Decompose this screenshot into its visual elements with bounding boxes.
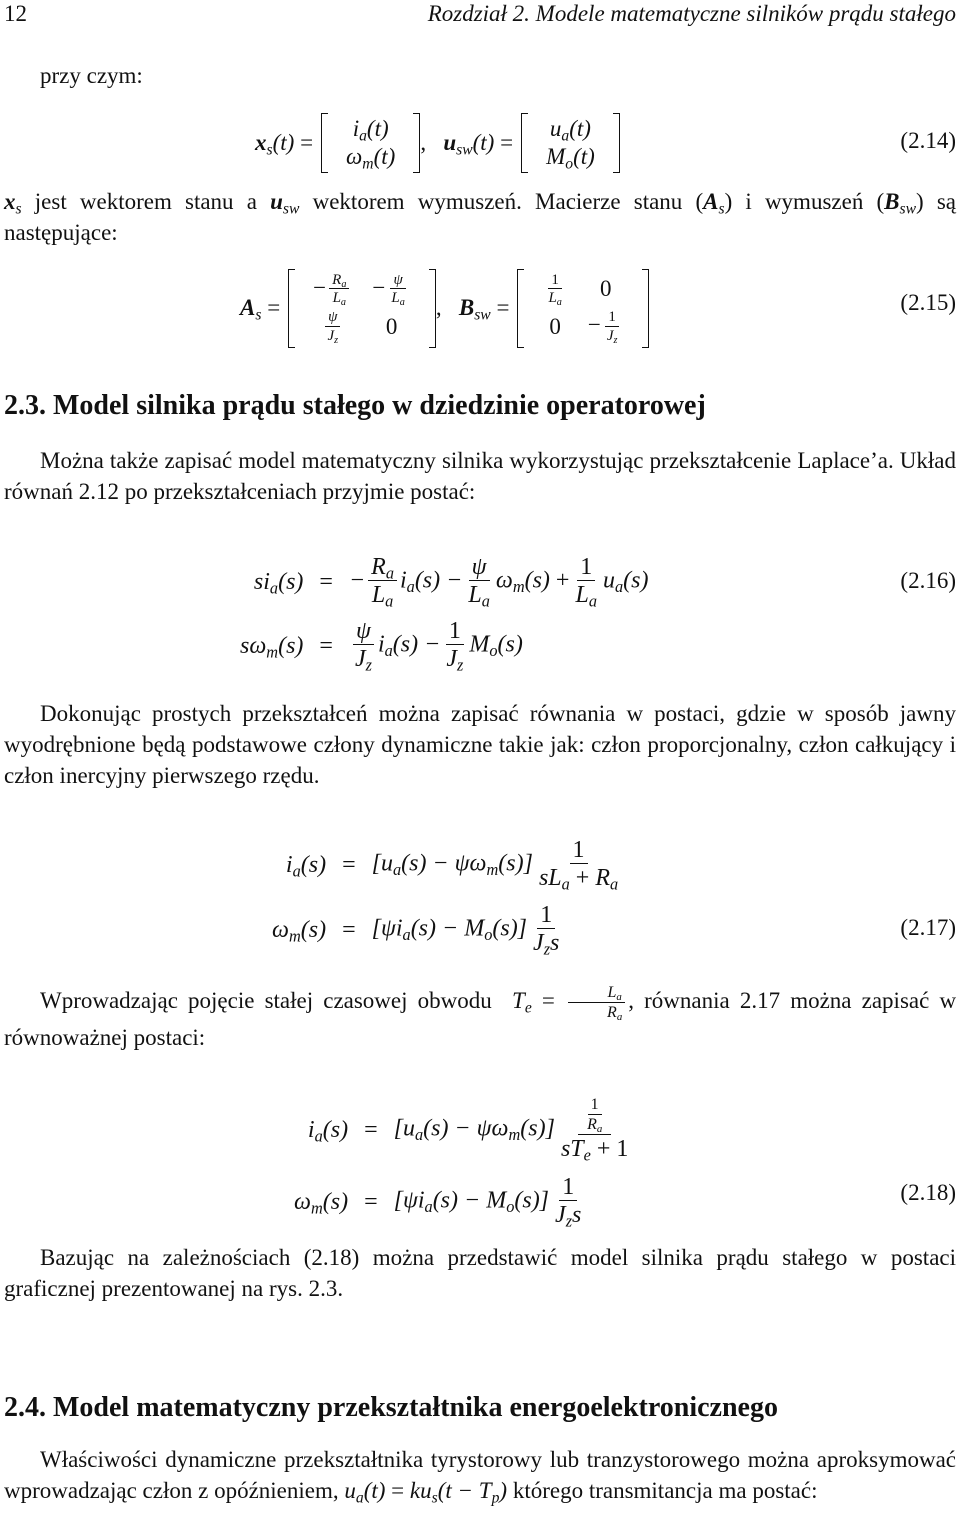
equation-2-18: $i_a(s)$ = $[u_a(s) - \psi\omega_m(s)]$ $\frac{\frac{1}{R_a}}{sT_e + 1}$ $\omega_m(s)$ = $[\psi i_a(s) - M_o(s)]$ $\frac{1}{J_zs}$ [294,1096,629,1231]
equation-2-16: $si_a(s)$ = − $\frac{R_a}{L_a}$ $i_a(s)$ − $\frac{\psi}{L_a}$ $\omega_m(s)$ + $\frac{1}{L_a}$ $u_a(s)$ $s\omega_m(s)$ = $\frac{\psi}{J_z}$ $i_a(s)$ − $\frac{1}{J_z}$ $M_o(s)$ [240,553,649,675]
eq-number-2-18: (2.18) [900,1180,956,1205]
section-heading-2-4: 2.4. Model matematyczny przekształtnika energoelektronicznego [4,1392,778,1423]
eq-number-2-16: (2.16) [900,568,956,593]
eq-number-2-14: (2.14) [900,128,956,153]
decomposition-paragraph: Dokonując prostych przekształceń można zapisać równania w postaci, gdzie w sposób jawny wyodrębnione będą podstawowe człony dynamiczne takie jak: człon proporcjonalny, człon całkujący i człon inercyjny pierwszego rzędu. [4,701,956,788]
running-header: Rozdział 2. Modele matematyczne silników prądu stałego [427,1,956,26]
eq-number-2-17: (2.17) [900,915,956,940]
equation-2-15: $A_s$ = − $\frac{R_a}{L_a}$ − $\frac{\psi}{L_a}$ $\frac{\psi}{J_z}$ 0 , $B_{sw}$ = $\frac{1}{L_a}$ 0 0 − $\frac{1}{J_z}$ [240,268,649,348]
page-number: 12 [4,1,27,26]
converter-paragraph: Właściwości dynamiczne przekształtnika tyrystorowy lub tranzystorowego można aproksymować wprowadzając człon z opóźnieniem, $u_a(t) = ku_s(t - T_p)$ którego transmitancja ma postać: [4,1447,956,1507]
time-constant-paragraph: Wprowadzając pojęcie stałej czasowej obwodu $T_e$ = $\frac{L_a}{R_a}$ , równania 2.17 można zapisać w równoważnej postaci: [4,984,957,1050]
eq-number-2-15: (2.15) [900,290,956,315]
laplace-paragraph: Można także zapisać model matematyczny silnika wykorzystując przekształcenie Laplace’a. Układ równań 2.12 po przekształceniach przyjmie postać: [4,448,956,504]
graphic-model-paragraph: Bazując na zależnościach (2.18) można przedstawić model silnika prądu stałego w postaci graficznej prezentowanej na rys. 2.3. [4,1245,956,1301]
equation-2-14: $x_s(t)$ = $i_a(t)$ $\omega_m(t)$ , $u_{sw}(t)$ = $u_a(t)$ $M_o(t)$ [255,110,620,176]
intro-text: przy czym: [40,63,143,88]
state-vector-paragraph: $x_s$ jest wektorem stanu a $u_{sw}$ wektorem wymuszeń. Macierze stanu $(A_s)$ i wymuszeń $(B_{sw})$ są następujące: [4,189,957,245]
section-heading-2-3: 2.3. Model silnika prądu stałego w dziedzinie operatorowej [4,390,706,421]
equation-2-17: $i_a(s)$ = $[u_a(s) - \psi\omega_m(s)]$ $\frac{1}{sL_a + R_a}$ $\omega_m(s)$ = $[\psi i_a(s) - M_o(s)]$ $\frac{1}{J_zs}$ [272,836,619,959]
